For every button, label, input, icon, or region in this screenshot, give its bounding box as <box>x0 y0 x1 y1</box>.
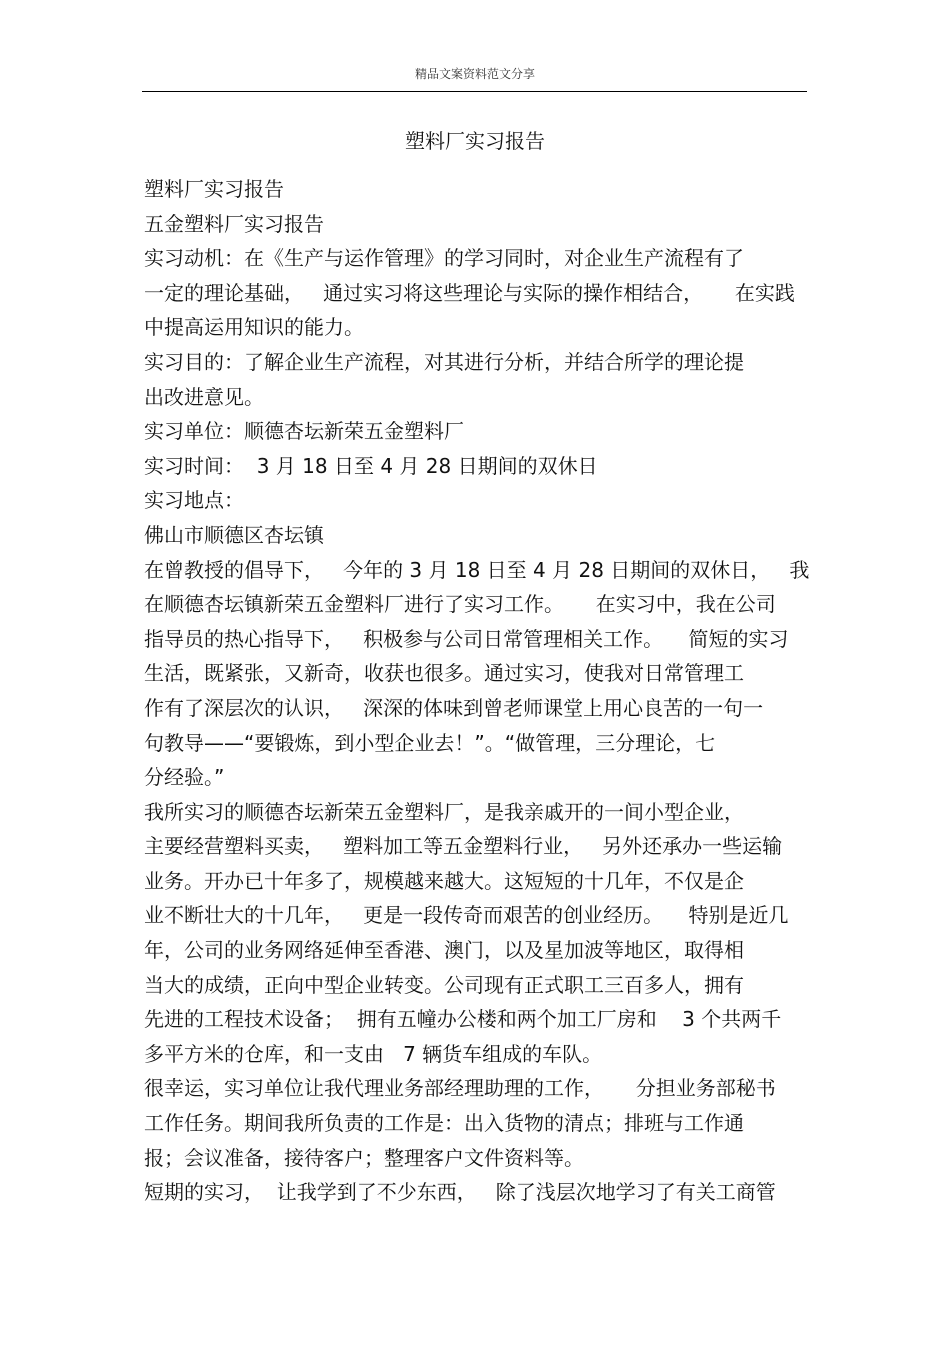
body-line: 分经验。” <box>144 765 225 790</box>
body-line: 业务。开办已十年多了，规模越来越大。这短短的十几年，不仅是企 <box>144 868 744 893</box>
body-line: 一定的理论基础， 通过实习将这些理论与实际的操作相结合， 在实践 <box>144 280 795 305</box>
body-line: 实习动机：在《生产与运作管理》的学习同时，对企业生产流程有了 <box>144 246 744 271</box>
body-line: 实习单位：顺德杏坛新荣五金塑料厂 <box>144 419 464 444</box>
body-line: 实习地点： <box>144 488 244 513</box>
body-line: 中提高运用知识的能力。 <box>144 315 364 340</box>
body-line: 指导员的热心指导下， 积极参与公司日常管理相关工作。 简短的实习 <box>144 626 789 651</box>
body-line: 句教导——“要锻炼，到小型企业去！”。“做管理，三分理论，七 <box>144 730 716 755</box>
document-body <box>144 172 824 1210</box>
body-line: 在曾教授的倡导下， 今年的 3 月 18 日至 4 月 28 日期间的双休日， 我 <box>144 557 810 582</box>
body-line: 报；会议准备，接待客户；整理客户文件资料等。 <box>144 1145 584 1170</box>
body-line: 塑料厂实习报告 <box>144 177 284 201</box>
body-line: 实习目的：了解企业生产流程，对其进行分析，并结合所学的理论提 <box>144 349 744 374</box>
body-line: 很幸运，实习单位让我代理业务部经理助理的工作， 分担业务部秘书 <box>144 1076 776 1101</box>
body-line: 作有了深层次的认识， 深深的体味到曾老师课堂上用心良苦的一句一 <box>144 695 764 720</box>
body-line: 佛山市顺德区杏坛镇 <box>144 522 324 547</box>
body-line: 生活，既紧张，又新奇，收获也很多。通过实习，使我对日常管理工 <box>144 661 744 686</box>
body-line: 主要经营塑料买卖， 塑料加工等五金塑料行业， 另外还承办一些运输 <box>144 834 783 859</box>
header-rule <box>142 91 807 92</box>
body-line: 当大的成绩，正向中型企业转变。公司现有正式职工三百多人，拥有 <box>144 972 744 997</box>
body-line: 我所实习的顺德杏坛新荣五金塑料厂，是我亲戚开的一间小型企业， <box>144 799 744 824</box>
body-line: 实习时间： 3 月 18 日至 4 月 28 日期间的双休日 <box>144 453 598 478</box>
body-line: 出改进意见。 <box>144 384 264 409</box>
document-title: 塑料厂实习报告 <box>405 129 545 153</box>
body-line: 在顺德杏坛镇新荣五金塑料厂进行了实习工作。 在实习中，我在公司 <box>144 592 776 617</box>
body-line: 业不断壮大的十几年， 更是一段传奇而艰苦的创业经历。 特别是近几 <box>144 903 789 928</box>
body-line: 五金塑料厂实习报告 <box>144 211 324 236</box>
body-line: 多平方米的仓库，和一支由 7 辆货车组成的车队。 <box>144 1041 603 1066</box>
body-line: 年，公司的业务网络延伸至香港、澳门，以及星加波等地区，取得相 <box>144 938 744 963</box>
body-line: 先进的工程技术设备； 拥有五幢办公楼和两个加工厂房和 3 个共两千 <box>144 1007 782 1032</box>
running-header: 精品文案资料范文分享 <box>414 67 535 81</box>
body-line: 短期的实习， 让我学到了不少东西， 除了浅层次地学习了有关工商管 <box>144 1180 776 1205</box>
body-line: 工作任务。期间我所负责的工作是：出入货物的清点；排班与工作通 <box>144 1111 744 1136</box>
